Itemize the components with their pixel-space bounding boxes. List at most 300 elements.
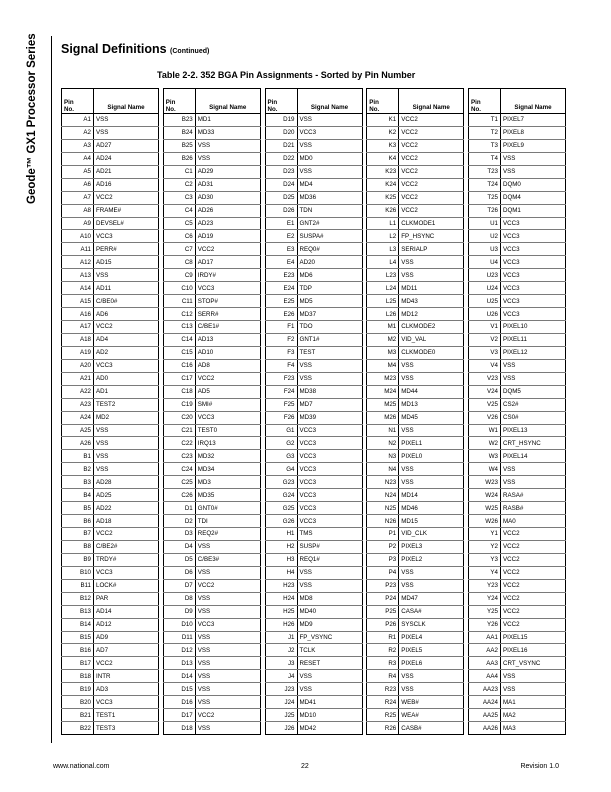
signal-name: AD4 — [94, 333, 159, 346]
signal-name: MA1 — [501, 696, 566, 709]
table-row — [163, 126, 260, 139]
signal-name: VSS — [399, 476, 464, 489]
signal-name: MD35 — [195, 489, 260, 502]
pin-number: A24 — [62, 411, 94, 424]
pin-number: A11 — [62, 243, 94, 256]
table-row — [62, 372, 159, 385]
pin-number: D15 — [163, 683, 195, 696]
signal-name: VSS — [501, 463, 566, 476]
table-row — [265, 424, 362, 437]
signal-name: VSS — [297, 579, 362, 592]
table-row — [163, 450, 260, 463]
signal-name: TEST3 — [96, 724, 116, 732]
table-row — [265, 644, 362, 657]
pin-number: W23 — [469, 476, 501, 489]
pin-number: G26 — [265, 515, 297, 528]
signal-name: VSS — [94, 114, 159, 127]
pin-number: F26 — [265, 411, 297, 424]
pin-number: A4 — [62, 152, 94, 165]
signal-name: STOP# — [195, 295, 260, 308]
pin-number: C14 — [163, 333, 195, 346]
table-row — [367, 321, 464, 334]
signal-name: VCC2 — [399, 139, 464, 152]
signal-name: TDI — [195, 515, 260, 528]
table-row — [469, 114, 566, 127]
table-row — [265, 592, 362, 605]
pin-number: AA23 — [469, 683, 501, 696]
table-row — [367, 359, 464, 372]
pin-number: F25 — [265, 398, 297, 411]
pin-number: J25 — [265, 709, 297, 722]
pin-number: C9 — [163, 269, 195, 282]
pin-number: A25 — [62, 424, 94, 437]
table-row — [265, 321, 362, 334]
table-row — [469, 243, 566, 256]
table-row — [469, 540, 566, 553]
signal-name: C/BE1# — [195, 321, 260, 334]
signal-name: VSS — [195, 644, 260, 657]
table-row — [163, 553, 260, 566]
table-row — [163, 295, 260, 308]
signal-name: MD10 — [297, 709, 362, 722]
signal-name: AD11 — [94, 282, 159, 295]
pin-number: A17 — [62, 321, 94, 334]
signal-name: MD36 — [297, 191, 362, 204]
table-row — [367, 295, 464, 308]
signal-name: VCC3 — [297, 424, 362, 437]
pin-number: J23 — [265, 683, 297, 696]
pin-number: H2 — [265, 540, 297, 553]
table-row — [62, 540, 159, 553]
pin-number: B15 — [62, 631, 94, 644]
pin-number: K1 — [367, 114, 399, 127]
table-row — [469, 152, 566, 165]
table-row — [469, 204, 566, 217]
pin-number: P4 — [367, 566, 399, 579]
signal-name: TEST2 — [94, 398, 159, 411]
table-row — [469, 308, 566, 321]
pin-number: A26 — [62, 437, 94, 450]
signal-name: VCC3 — [501, 243, 566, 256]
table-row — [469, 385, 566, 398]
footer-revision: Revision 1.0 — [520, 763, 559, 770]
table-row — [469, 139, 566, 152]
signal-name: MD0 — [297, 152, 362, 165]
pin-assignment-tables — [61, 88, 566, 735]
pin-number: T24 — [469, 178, 501, 191]
signal-name: VSS — [195, 631, 260, 644]
pin-number: J3 — [265, 657, 297, 670]
signal-name: VCC3 — [297, 515, 362, 528]
pin-number: W26 — [469, 515, 501, 528]
pin-number: J24 — [265, 696, 297, 709]
pin-number: C13 — [163, 321, 195, 334]
pin-number: C11 — [163, 295, 195, 308]
table-row — [62, 657, 159, 670]
pin-no-header: Pin No. — [265, 89, 297, 114]
signal-name: VCC3 — [297, 476, 362, 489]
signal-name: VCC2 — [195, 372, 260, 385]
table-row — [367, 424, 464, 437]
table-row — [469, 191, 566, 204]
signal-name: MD13 — [399, 398, 464, 411]
signal-name: VSS — [297, 670, 362, 683]
table-row — [62, 592, 159, 605]
signal-name: MD6 — [297, 269, 362, 282]
pin-number: C15 — [163, 346, 195, 359]
signal-name: AD0 — [94, 372, 159, 385]
signal-name: VCC3 — [501, 282, 566, 295]
pin-number: A1 — [62, 114, 94, 127]
table-row — [469, 592, 566, 605]
pin-number: B21 — [62, 709, 94, 722]
pin-number: D13 — [163, 657, 195, 670]
signal-name: VCC3 — [94, 359, 159, 372]
signal-name: CLKMODE2 — [399, 321, 464, 334]
pin-number: N2 — [367, 437, 399, 450]
pin-number: D22 — [265, 152, 297, 165]
signal-name: VCC2 — [501, 592, 566, 605]
pin-number: B14 — [62, 618, 94, 631]
pin-number: H1 — [265, 528, 297, 541]
table-row — [469, 605, 566, 618]
pin-number: C19 — [163, 398, 195, 411]
signal-name: VSS — [297, 139, 362, 152]
signal-name: VID_VAL — [399, 333, 464, 346]
pin-number: C25 — [163, 476, 195, 489]
pin-number: M26 — [367, 411, 399, 424]
pin-number: D3 — [163, 528, 195, 541]
pin-number: L24 — [367, 282, 399, 295]
signal-name: REQ0# — [297, 243, 362, 256]
pin-number: D23 — [265, 165, 297, 178]
table-row — [265, 411, 362, 424]
pin-number: Y23 — [469, 579, 501, 592]
side-title-text: Geode™ GX1 Processor Series — [26, 33, 38, 204]
pin-number: C18 — [163, 385, 195, 398]
table-row — [163, 204, 260, 217]
signal-name: VCC2 — [501, 553, 566, 566]
table-row — [469, 333, 566, 346]
pin-number: D14 — [163, 670, 195, 683]
table-row — [163, 114, 260, 127]
pin-no-header: Pin No. — [367, 89, 399, 114]
table-row — [469, 424, 566, 437]
pin-number: B9 — [62, 553, 94, 566]
signal-name: VSS — [297, 566, 362, 579]
pin-number: P23 — [367, 579, 399, 592]
signal-name: VCC2 — [399, 152, 464, 165]
pin-number: K24 — [367, 178, 399, 191]
signal-name: VSS — [297, 114, 362, 127]
pin-number: D10 — [163, 618, 195, 631]
table-row — [469, 372, 566, 385]
pin-number: B3 — [62, 476, 94, 489]
signal-name: MD4 — [297, 178, 362, 191]
signal-name: VCC3 — [297, 437, 362, 450]
table-row — [163, 540, 260, 553]
table-row — [265, 333, 362, 346]
table-row — [367, 269, 464, 282]
pin-number: T4 — [469, 152, 501, 165]
pin-number: E26 — [265, 308, 297, 321]
signal-name: AD25 — [94, 489, 159, 502]
pin-number: N3 — [367, 450, 399, 463]
pin-number: F1 — [265, 321, 297, 334]
table-row — [265, 139, 362, 152]
table-row — [163, 657, 260, 670]
signal-name: WEB# — [399, 696, 464, 709]
signal-name: VCC3 — [195, 411, 260, 424]
pin-number: U23 — [469, 269, 501, 282]
pin-number: K3 — [367, 139, 399, 152]
table-row — [265, 502, 362, 515]
table-row — [469, 126, 566, 139]
pin-number: P2 — [367, 540, 399, 553]
signal-name: PERR# — [94, 243, 159, 256]
pin-number: F23 — [265, 372, 297, 385]
signal-name: VSS — [94, 450, 159, 463]
pin-number: A7 — [62, 191, 94, 204]
table-row — [367, 243, 464, 256]
signal-name: VCC3 — [297, 489, 362, 502]
signal-name: PIXEL15 — [501, 631, 566, 644]
table-row — [367, 489, 464, 502]
pin-number: W2 — [469, 437, 501, 450]
table-row — [367, 346, 464, 359]
pin-number: G4 — [265, 463, 297, 476]
pin-number: R2 — [367, 644, 399, 657]
pin-number: F3 — [265, 346, 297, 359]
signal-name: MD2 — [94, 411, 159, 424]
signal-name: TCLK — [297, 644, 362, 657]
table-row — [265, 165, 362, 178]
pin-number: G23 — [265, 476, 297, 489]
table-row — [469, 515, 566, 528]
signal-name: IRDY# — [195, 269, 260, 282]
table-row — [367, 204, 464, 217]
pin-number: W1 — [469, 424, 501, 437]
table-header-row — [62, 89, 159, 114]
table-row — [367, 605, 464, 618]
table-row — [62, 256, 159, 269]
pin-number: Y25 — [469, 605, 501, 618]
pin-number: L1 — [367, 217, 399, 230]
signal-name: C/BE3# — [195, 553, 260, 566]
pin-number: W4 — [469, 463, 501, 476]
signal-name: AD21 — [94, 165, 159, 178]
table-row — [367, 722, 464, 735]
signal-name: TDO — [297, 321, 362, 334]
pin-number: C12 — [163, 308, 195, 321]
table-row — [367, 308, 464, 321]
pin-number: B2 — [62, 463, 94, 476]
pin-number: D4 — [163, 540, 195, 553]
signal-name: TDP — [297, 282, 362, 295]
pin-number: H24 — [265, 592, 297, 605]
table-row — [265, 528, 362, 541]
table-row — [62, 631, 159, 644]
pin-number: K23 — [367, 165, 399, 178]
pin-number: Y3 — [469, 553, 501, 566]
signal-name: PIXEL3 — [399, 540, 464, 553]
table-row — [265, 346, 362, 359]
pin-number: P3 — [367, 553, 399, 566]
table-row — [367, 372, 464, 385]
pin-number: G2 — [265, 437, 297, 450]
table-row — [265, 204, 362, 217]
signal-name: FP_HSYNC — [399, 230, 464, 243]
signal-name: PIXEL6 — [399, 657, 464, 670]
pin-number: C10 — [163, 282, 195, 295]
table-row — [163, 256, 260, 269]
signal-name: TMS — [297, 528, 362, 541]
pin-number: AA4 — [469, 670, 501, 683]
table-row — [163, 191, 260, 204]
table-row — [163, 476, 260, 489]
table-row — [265, 114, 362, 127]
signal-name: IRQ13 — [195, 437, 260, 450]
pin-number: R23 — [367, 683, 399, 696]
table-row — [265, 398, 362, 411]
table-row — [163, 696, 260, 709]
pin-number: V4 — [469, 359, 501, 372]
table-row — [163, 411, 260, 424]
table-row — [62, 644, 159, 657]
table-row — [367, 191, 464, 204]
table-row — [265, 385, 362, 398]
table-row — [163, 579, 260, 592]
signal-name: DEVSEL# — [94, 217, 159, 230]
pin-number: U25 — [469, 295, 501, 308]
table-row — [163, 631, 260, 644]
table-row — [163, 269, 260, 282]
pin-number: A21 — [62, 372, 94, 385]
table-row — [163, 605, 260, 618]
signal-name: MD38 — [297, 385, 362, 398]
table-row — [367, 114, 464, 127]
pin-number: B18 — [62, 670, 94, 683]
table-row — [62, 566, 159, 579]
pin-number: B19 — [62, 683, 94, 696]
side-title — [26, 33, 38, 214]
pin-number: L26 — [367, 308, 399, 321]
pin-number: N1 — [367, 424, 399, 437]
signal-name: MD45 — [399, 411, 464, 424]
table-row — [265, 631, 362, 644]
table-row — [62, 321, 159, 334]
table-row — [62, 579, 159, 592]
pin-number: M4 — [367, 359, 399, 372]
pin-table — [163, 88, 261, 735]
pin-number: V3 — [469, 346, 501, 359]
pin-number: V2 — [469, 333, 501, 346]
table-row — [62, 489, 159, 502]
table-row — [265, 489, 362, 502]
table-row — [62, 476, 159, 489]
signal-name: RESET — [297, 657, 362, 670]
signal-name: VSS — [399, 256, 464, 269]
table-row — [265, 463, 362, 476]
signal-name: VCC3 — [501, 295, 566, 308]
pin-number: AA2 — [469, 644, 501, 657]
pin-number: H3 — [265, 553, 297, 566]
table-row — [367, 178, 464, 191]
table-row — [163, 333, 260, 346]
signal-name: VSS — [195, 152, 260, 165]
signal-name: VSS — [197, 724, 211, 732]
pin-number: H25 — [265, 605, 297, 618]
signal-name: CRT_VSYNC — [501, 657, 566, 670]
pin-number: U3 — [469, 243, 501, 256]
table-row — [265, 553, 362, 566]
pin-number: J2 — [265, 644, 297, 657]
table-row — [367, 450, 464, 463]
pin-number: Y26 — [469, 618, 501, 631]
pin-number: D12 — [163, 644, 195, 657]
signal-name: VCC2 — [399, 114, 464, 127]
signal-name: VCC3 — [195, 282, 260, 295]
signal-name: MD1 — [195, 114, 260, 127]
signal-name: AD15 — [94, 256, 159, 269]
pin-number: B10 — [62, 566, 94, 579]
table-row — [367, 398, 464, 411]
table-row — [469, 295, 566, 308]
table-row — [62, 385, 159, 398]
signal-name: CS0# — [501, 411, 566, 424]
table-row — [265, 618, 362, 631]
table-row — [469, 256, 566, 269]
signal-name: SERIALP — [399, 243, 464, 256]
table-row — [367, 579, 464, 592]
table-header-row — [265, 89, 362, 114]
signal-name: VCC3 — [94, 230, 159, 243]
pin-number: M24 — [367, 385, 399, 398]
pin-number: T25 — [469, 191, 501, 204]
table-row — [367, 528, 464, 541]
table-row — [163, 308, 260, 321]
pin-number: L4 — [367, 256, 399, 269]
signal-name-header: Signal Name — [399, 89, 464, 114]
signal-name: VSS — [399, 424, 464, 437]
pin-number: E25 — [265, 295, 297, 308]
pin-number: B17 — [62, 657, 94, 670]
table-row — [163, 528, 260, 541]
table-row — [163, 321, 260, 334]
pin-number: E4 — [265, 256, 297, 269]
table-row — [62, 295, 159, 308]
table-row — [367, 126, 464, 139]
table-row — [469, 269, 566, 282]
table-row — [367, 709, 464, 722]
pin-number: C22 — [163, 437, 195, 450]
table-row — [163, 502, 260, 515]
pin-number: AA25 — [469, 709, 501, 722]
signal-name: PIXEL10 — [501, 321, 566, 334]
pin-number: B1 — [62, 450, 94, 463]
table-row — [163, 437, 260, 450]
table-row — [367, 502, 464, 515]
pin-number: R3 — [367, 657, 399, 670]
signal-name: PAR — [94, 592, 159, 605]
pin-number: C7 — [163, 243, 195, 256]
pin-number: A6 — [62, 178, 94, 191]
table-row — [469, 178, 566, 191]
pin-number: M25 — [367, 398, 399, 411]
table-row — [469, 670, 566, 683]
pin-number: Y2 — [469, 540, 501, 553]
pin-number: B22 — [62, 722, 94, 735]
